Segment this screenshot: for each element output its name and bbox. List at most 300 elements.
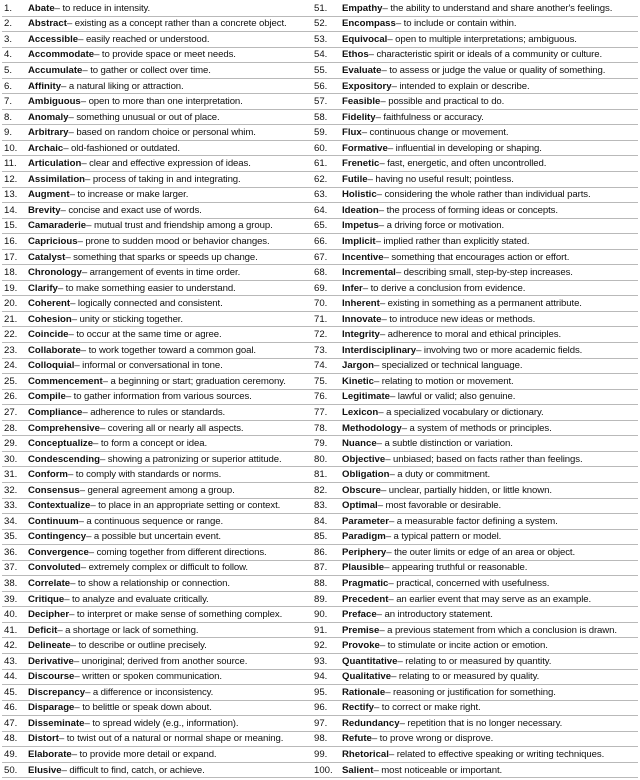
entry-definition: – considering the whole rather than individual parts.: [376, 189, 591, 201]
entry-definition: – to show a relationship or connection.: [70, 578, 230, 589]
entry-number: 85.: [314, 531, 328, 543]
entry-number: 99.: [314, 749, 328, 761]
entry-definition: – difficult to find, catch, or achieve.: [61, 764, 205, 776]
entry-definition: – practical, concerned with usefulness.: [388, 578, 550, 589]
entry-number: 62.: [314, 173, 328, 185]
entry-number: 28.: [4, 422, 18, 434]
entry-definition: – general agreement among a group.: [79, 484, 235, 496]
entry-definition: – to gather information from various sources.: [65, 391, 252, 403]
entry-definition: – to derive a conclusion from evidence.: [362, 282, 526, 294]
entry-definition: – unity or sticking together.: [71, 313, 183, 325]
entry-definition: – to reduce in intensity.: [54, 2, 151, 14]
entry-term: Coherent: [28, 298, 71, 310]
entry-term: Conceptualize: [28, 438, 94, 450]
entry-number: 86.: [314, 546, 328, 558]
entry-definition: – arrangement of events in time order.: [81, 267, 241, 279]
entry-definition: – to spread widely (e.g., information).: [84, 717, 239, 729]
entry-number: 40.: [4, 609, 18, 621]
entry-definition: – mutual trust and friendship among a group.: [86, 220, 273, 232]
entry-definition: – appearing truthful or reasonable.: [384, 562, 528, 574]
vocabulary-entry: [2, 312, 312, 328]
entry-definition: – fast, energetic, and often uncontrolled.: [379, 158, 547, 170]
entry-term: Expository: [342, 80, 392, 92]
entry-term: Rationale: [342, 686, 386, 698]
entry-term: Accessible: [28, 33, 79, 45]
entry-definition: – clear and effective expression of ideas.: [81, 158, 251, 170]
entry-definition: – to correct or make right.: [374, 702, 481, 714]
entry-term: Chronology: [28, 267, 82, 279]
entry-number: 27.: [4, 406, 18, 418]
vocabulary-entry: [312, 732, 638, 748]
entry-term: Rhetorical: [342, 749, 389, 761]
entry-definition: – something that encourages action or effort.: [383, 251, 570, 263]
entry-number: 50.: [4, 764, 18, 776]
entry-definition: – a driving force or motivation.: [378, 220, 505, 232]
entry-number: 58.: [314, 111, 328, 123]
entry-number: 18.: [4, 267, 18, 279]
entry-definition: – to provide more detail or expand.: [71, 749, 217, 761]
entry-term: Coincide: [28, 329, 69, 341]
vocabulary-entry: [2, 514, 312, 530]
entry-definition: – the outer limits or edge of an area or object.: [386, 546, 576, 558]
entry-definition: – to twist out of a natural or normal shape or meaning.: [58, 733, 284, 745]
vocabulary-entry: [312, 483, 638, 499]
entry-term: Futile: [342, 173, 368, 185]
vocabulary-entry: [2, 94, 312, 110]
vocabulary-entry: [312, 219, 638, 235]
entry-term: Camaraderie: [28, 220, 87, 232]
vocabulary-entry: [312, 654, 638, 670]
entry-term: Conform: [28, 469, 68, 481]
entry-term: Kinetic: [342, 375, 374, 387]
vocabulary-entry: [312, 79, 638, 95]
entry-definition: – process of taking in and integrating.: [85, 173, 241, 185]
entry-number: 77.: [314, 406, 328, 418]
entry-term: Legitimate: [342, 391, 390, 403]
entry-term: Critique: [28, 593, 65, 605]
vocabulary-entry: [2, 390, 312, 406]
vocabulary-entry: [312, 747, 638, 763]
vocabulary-entry: [2, 732, 312, 748]
entry-definition: – adherence to rules or standards.: [82, 406, 226, 418]
entry-number: 37.: [4, 562, 18, 574]
entry-number: 72.: [314, 329, 328, 341]
entry-number: 20.: [4, 298, 18, 310]
vocabulary-entry: [2, 1, 312, 17]
entry-number: 48.: [4, 733, 18, 745]
entry-definition: – covering all or nearly all aspects.: [99, 422, 244, 434]
entry-term: Premise: [342, 624, 380, 636]
vocabulary-entry: [2, 483, 312, 499]
entry-term: Convergence: [28, 546, 89, 558]
vocabulary-entry: [2, 265, 312, 281]
entry-definition: – unclear, partially hidden, or little known.: [380, 484, 552, 496]
entry-number: 64.: [314, 204, 328, 216]
entry-term: Frenetic: [342, 158, 380, 170]
entry-number: 52.: [314, 18, 328, 30]
entry-definition: – a previous statement from which a conclusion is drawn.: [379, 624, 617, 636]
vocabulary-entry: [2, 436, 312, 452]
vocabulary-entry: [2, 203, 312, 219]
entry-term: Inherent: [342, 298, 380, 310]
entry-definition: – to analyze and evaluate critically.: [64, 593, 209, 605]
entry-number: 44.: [4, 671, 18, 683]
entry-term: Augment: [28, 189, 70, 201]
entry-definition: – an earlier event that may serve as an example.: [388, 593, 592, 605]
entry-term: Discourse: [28, 671, 75, 683]
entry-term: Correlate: [28, 578, 71, 589]
vocabulary-entry: [312, 499, 638, 515]
entry-term: Qualitative: [342, 671, 392, 683]
vocabulary-entry: [2, 670, 312, 686]
entry-term: Salient: [342, 764, 374, 776]
entry-number: 3.: [4, 33, 13, 45]
entry-number: 1.: [4, 2, 13, 14]
entry-definition: – based on random choice or personal whim.: [68, 127, 256, 139]
entry-number: 65.: [314, 220, 328, 232]
entry-term: Pragmatic: [342, 578, 389, 589]
entry-definition: – a beginning or start; graduation ceremony.: [102, 375, 286, 387]
vocabulary-entry: [312, 545, 638, 561]
vocabulary-entry: [312, 374, 638, 390]
entry-term: Rectify: [342, 702, 374, 714]
entry-definition: – most favorable or desirable.: [377, 500, 502, 512]
entry-term: Convoluted: [28, 562, 81, 574]
vocabulary-entry: [2, 156, 312, 172]
entry-term: Precedent: [342, 593, 389, 605]
vocabulary-entry: [2, 452, 312, 468]
vocabulary-entry: [312, 125, 638, 141]
entry-definition: – to assess or judge the value or quality of something.: [381, 64, 606, 76]
entry-definition: – unbiased; based on facts rather than feelings.: [385, 453, 583, 465]
entry-definition: – open to multiple interpretations; ambiguous.: [387, 33, 577, 45]
entry-number: 95.: [314, 686, 328, 698]
entry-number: 57.: [314, 96, 328, 108]
entry-number: 88.: [314, 578, 328, 589]
entry-term: Elaborate: [28, 749, 72, 761]
entry-number: 26.: [4, 391, 18, 403]
entry-term: Feasible: [342, 96, 381, 108]
entry-number: 97.: [314, 717, 328, 729]
entry-number: 32.: [4, 484, 18, 496]
entry-term: Refute: [342, 733, 372, 745]
entry-definition: – having no useful result; pointless.: [367, 173, 514, 185]
entry-number: 84.: [314, 515, 328, 527]
entry-term: Ideation: [342, 204, 379, 216]
entry-number: 14.: [4, 204, 18, 216]
entry-number: 87.: [314, 562, 328, 574]
entry-term: Anomaly: [28, 111, 69, 123]
entry-term: Encompass: [342, 18, 396, 30]
vocabulary-entry: [2, 623, 312, 639]
entry-term: Evaluate: [342, 64, 382, 76]
vocabulary-entry: [2, 63, 312, 79]
vocabulary-entry: [2, 607, 312, 623]
entry-number: 67.: [314, 251, 328, 263]
entry-definition: – a duty or commitment.: [389, 469, 491, 481]
entry-number: 36.: [4, 546, 18, 558]
entry-term: Interdisciplinary: [342, 344, 417, 356]
entry-term: Compile: [28, 391, 66, 403]
entry-term: Obscure: [342, 484, 381, 496]
entry-definition: – prone to sudden mood or behavior changes.: [77, 235, 270, 247]
entry-definition: – an introductory statement.: [376, 609, 493, 621]
vocabulary-entry: [312, 467, 638, 483]
entry-number: 90.: [314, 609, 328, 621]
entry-number: 11.: [4, 158, 17, 170]
entry-number: 31.: [4, 469, 18, 481]
entry-number: 41.: [4, 624, 18, 636]
entry-definition: – implied rather than explicitly stated.: [375, 235, 530, 247]
vocabulary-entry: [312, 670, 638, 686]
entry-number: 73.: [314, 344, 328, 356]
entry-term: Affinity: [28, 80, 62, 92]
vocabulary-entry: [312, 281, 638, 297]
vocabulary-entry: [312, 94, 638, 110]
entry-number: 21.: [4, 313, 18, 325]
vocabulary-entry: [312, 250, 638, 266]
vocabulary-entry: [312, 48, 638, 64]
vocabulary-entry: [312, 561, 638, 577]
vocabulary-entry: [2, 561, 312, 577]
entry-number: 93.: [314, 655, 328, 667]
vocabulary-entry: [312, 685, 638, 701]
entry-number: 15.: [4, 220, 18, 232]
vocabulary-entry: [2, 125, 312, 141]
entry-term: Periphery: [342, 546, 387, 558]
entry-definition: – intended to explain or describe.: [391, 80, 530, 92]
entry-definition: – to include or contain within.: [395, 18, 517, 30]
entry-definition: – continuous change or movement.: [361, 127, 509, 139]
entry-definition: – involving two or more academic fields.: [416, 344, 583, 356]
entry-term: Preface: [342, 609, 377, 621]
entry-number: 60.: [314, 142, 328, 154]
entry-number: 22.: [4, 329, 18, 341]
vocabulary-entry: [2, 374, 312, 390]
entry-definition: – characteristic spirit or ideals of a community or culture.: [368, 49, 603, 61]
entry-term: Formative: [342, 142, 388, 154]
entry-number: 83.: [314, 500, 328, 512]
vocabulary-entry: [312, 110, 638, 126]
entry-definition: – written or spoken communication.: [74, 671, 222, 683]
entry-definition: – to increase or make larger.: [69, 189, 189, 201]
vocabulary-entry: [312, 421, 638, 437]
entry-term: Commencement: [28, 375, 103, 387]
entry-definition: – to belittle or speak down about.: [74, 702, 212, 714]
vocabulary-entry: [2, 327, 312, 343]
entry-term: Lexicon: [342, 406, 379, 418]
entry-term: Disseminate: [28, 717, 85, 729]
entry-number: 24.: [4, 360, 18, 372]
entry-term: Incremental: [342, 267, 396, 279]
vocabulary-entry: [312, 716, 638, 732]
vocabulary-entry: [312, 359, 638, 375]
entry-term: Flux: [342, 127, 362, 139]
entry-number: 96.: [314, 702, 328, 714]
vocabulary-entry: [312, 32, 638, 48]
entry-number: 89.: [314, 593, 328, 605]
entry-term: Accommodate: [28, 49, 95, 61]
entry-definition: – to stimulate or incite action or emotion.: [379, 640, 548, 652]
vocabulary-entry: [312, 234, 638, 250]
entry-definition: – relating to motion or movement.: [374, 375, 514, 387]
entry-term: Empathy: [342, 2, 383, 14]
vocabulary-entry: [2, 685, 312, 701]
entry-number: 16.: [4, 235, 18, 247]
entry-definition: – to occur at the same time or agree.: [68, 329, 222, 341]
entry-definition: – existing in something as a permanent attribute.: [379, 298, 582, 310]
entry-term: Accumulate: [28, 64, 83, 76]
entry-definition: – old-fashioned or outdated.: [63, 142, 180, 154]
vocabulary-entry: [312, 203, 638, 219]
entry-definition: – to gather or collect over time.: [82, 64, 211, 76]
entry-term: Compliance: [28, 406, 83, 418]
vocabulary-entry: [2, 467, 312, 483]
vocabulary-entry: [312, 1, 638, 17]
entry-term: Optimal: [342, 500, 378, 512]
vocabulary-entry: [2, 79, 312, 95]
vocabulary-entry: [312, 312, 638, 328]
vocabulary-entry: [2, 48, 312, 64]
vocabulary-entry: [312, 436, 638, 452]
entry-number: 63.: [314, 189, 328, 201]
vocabulary-entry: [312, 638, 638, 654]
entry-term: Articulation: [28, 158, 82, 170]
entry-number: 94.: [314, 671, 328, 683]
entry-definition: – a possible but uncertain event.: [86, 531, 221, 543]
entry-term: Disparage: [28, 702, 75, 714]
entry-term: Ethos: [342, 49, 369, 61]
entry-term: Brevity: [28, 204, 61, 216]
entry-term: Fidelity: [342, 111, 376, 123]
vocabulary-entry: [312, 390, 638, 406]
entry-term: Objective: [342, 453, 386, 465]
entry-number: 82.: [314, 484, 328, 496]
entry-definition: – to make something easier to understand.: [57, 282, 236, 294]
vocabulary-entry: [2, 421, 312, 437]
entry-number: 68.: [314, 267, 328, 279]
entry-number: 33.: [4, 500, 18, 512]
entry-definition: – to introduce new ideas or methods.: [381, 313, 536, 325]
entry-term: Delineate: [28, 640, 71, 652]
entry-term: Derivative: [28, 655, 74, 667]
entry-number: 38.: [4, 578, 18, 589]
entry-definition: – easily reached or understood.: [78, 33, 210, 45]
entry-number: 75.: [314, 375, 328, 387]
entry-definition: – open to more than one interpretation.: [80, 96, 243, 108]
entry-definition: – coming together from different directions.: [88, 546, 267, 558]
vocabulary-entry: [312, 607, 638, 623]
vocabulary-entry: [312, 343, 638, 359]
entry-definition: – something that sparks or speeds up change.: [65, 251, 258, 263]
entry-definition: – relating to or measured by quantity.: [397, 655, 552, 667]
entry-number: 61.: [314, 158, 328, 170]
vocabulary-entry: [2, 701, 312, 717]
entry-definition: – a shortage or lack of something.: [57, 624, 199, 636]
vocabulary-entry: [2, 654, 312, 670]
entry-number: 39.: [4, 593, 18, 605]
vocabulary-entry: [2, 250, 312, 266]
entry-term: Incentive: [342, 251, 384, 263]
entry-number: 42.: [4, 640, 18, 652]
vocabulary-entry: [2, 716, 312, 732]
entry-number: 54.: [314, 49, 328, 61]
entry-definition: – specialized or technical language.: [374, 360, 523, 372]
vocabulary-column-right: [312, 1, 638, 780]
entry-term: Condescending: [28, 453, 100, 465]
entry-definition: – unoriginal; derived from another source.: [73, 655, 248, 667]
entry-definition: – a specialized vocabulary or dictionary.: [378, 406, 544, 418]
entry-term: Clarify: [28, 282, 58, 294]
entry-term: Cohesion: [28, 313, 72, 325]
vocabulary-entry: [312, 763, 638, 779]
entry-term: Comprehensive: [28, 422, 100, 434]
entry-definition: – to work together toward a common goal.: [80, 344, 256, 356]
entry-number: 43.: [4, 655, 18, 667]
vocabulary-entry: [2, 359, 312, 375]
entry-definition: – related to effective speaking or writing techniques.: [388, 749, 605, 761]
entry-number: 45.: [4, 686, 18, 698]
entry-definition: – the process of forming ideas or concepts.: [378, 204, 558, 216]
entry-definition: – a continuous sequence or range.: [78, 515, 224, 527]
entry-definition: – the ability to understand and share another's feelings.: [382, 2, 613, 14]
entry-number: 80.: [314, 453, 328, 465]
vocabulary-entry: [312, 576, 638, 592]
entry-term: Parameter: [342, 515, 389, 527]
vocabulary-entry: [312, 405, 638, 421]
entry-number: 19.: [4, 282, 18, 294]
vocabulary-entry: [2, 17, 312, 33]
entry-definition: – existing as a concept rather than a concrete object.: [66, 18, 287, 30]
vocabulary-entry: [312, 265, 638, 281]
entry-number: 78.: [314, 422, 328, 434]
entry-term: Distort: [28, 733, 59, 745]
entry-number: 70.: [314, 298, 328, 310]
vocabulary-entry: [2, 576, 312, 592]
entry-term: Integrity: [342, 329, 380, 341]
entry-number: 98.: [314, 733, 328, 745]
entry-term: Infer: [342, 282, 363, 294]
entry-number: 56.: [314, 80, 328, 92]
entry-number: 79.: [314, 438, 328, 450]
entry-number: 49.: [4, 749, 18, 761]
vocabulary-entry: [2, 234, 312, 250]
entry-number: 53.: [314, 33, 328, 45]
entry-number: 25.: [4, 375, 18, 387]
entry-number: 5.: [4, 64, 13, 76]
entry-term: Contextualize: [28, 500, 91, 512]
vocabulary-entry: [2, 141, 312, 157]
entry-definition: – to provide space or meet needs.: [94, 49, 236, 61]
entry-term: Redundancy: [342, 717, 400, 729]
vocabulary-entry: [312, 514, 638, 530]
entry-term: Holistic: [342, 189, 377, 201]
entry-definition: – to place in an appropriate setting or context.: [90, 500, 281, 512]
entry-number: 23.: [4, 344, 18, 356]
entry-number: 7.: [4, 96, 13, 108]
vocabulary-entry: [2, 172, 312, 188]
vocabulary-entry: [312, 188, 638, 204]
vocabulary-entry: [2, 110, 312, 126]
entry-definition: – most noticeable or important.: [373, 764, 503, 776]
vocabulary-entry: [2, 530, 312, 546]
entry-number: 35.: [4, 531, 18, 543]
entry-definition: – relating to or measured by quality.: [391, 671, 540, 683]
entry-term: Elusive: [28, 764, 62, 776]
entry-number: 10.: [4, 142, 18, 154]
entry-term: Nuance: [342, 438, 377, 450]
entry-number: 69.: [314, 282, 328, 294]
